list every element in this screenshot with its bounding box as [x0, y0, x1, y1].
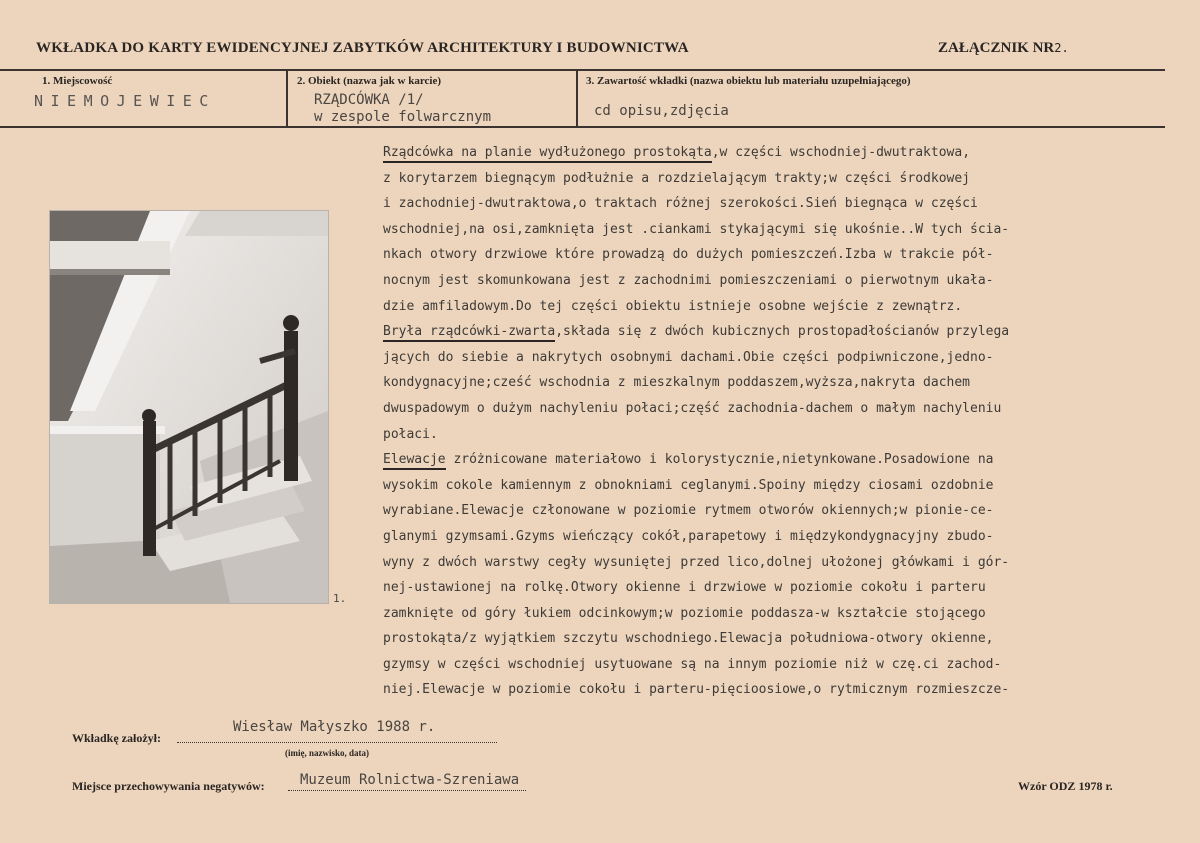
description-text-run: ,składa się z dwóch kubicznych prostopadłościanów przylega — [555, 324, 1010, 340]
author-rule — [177, 740, 497, 743]
description-line — [383, 294, 1173, 320]
description-text-run: nkach otwory drzwiowe które prowadzą do dużych pomieszczeń.Izba w trakcie pół- — [383, 247, 994, 263]
description-text-run: połaci. — [383, 426, 438, 442]
description-text-run: dzie amfiladowym.Do tej części obiektu istnieje osobne wejście z zewnątrz. — [383, 298, 963, 314]
description-line — [383, 473, 1173, 499]
description-text-run: i zachodniej-dwutraktowa,o traktach różnej szerokości.Sień biegnąca w części — [383, 196, 978, 212]
field2-value-line2: w zespole folwarcznym — [314, 109, 492, 125]
description-line — [383, 319, 1173, 345]
description-text-run: jących do siebie a nakrytych osobnymi dachami.Obie części podpiwniczone,jedno- — [383, 349, 994, 365]
description-text-run: glanymi gzymsami.Gzyms wieńczący cokół,parapetowy i międzykondygnacyjny zbudo- — [383, 528, 994, 544]
field2-value-line1: RZĄDCÓWKA /1/ — [314, 92, 424, 108]
underlined-heading: Elewacje — [383, 452, 446, 470]
description-line — [383, 626, 1173, 652]
description-text-run: zróżnicowane materiałowo i kolorystycznie,nietynkowane.Posadowione na — [445, 452, 994, 468]
description-text — [383, 140, 1173, 703]
bottom-rule — [0, 126, 1165, 128]
top-rule — [0, 69, 1165, 71]
field2-label: 2. Obiekt (nazwa jak w karcie) — [297, 75, 442, 87]
description-line — [383, 396, 1173, 422]
description-text-run: wyrabiane.Elewacje członowane w poziomie rytmem otworów okiennych;w pionie-ce- — [383, 503, 994, 519]
description-line — [383, 550, 1173, 576]
author-label: Wkładkę założył: — [72, 731, 161, 745]
description-line — [383, 217, 1173, 243]
storage-label: Miejsce przechowywania negatywów: — [72, 779, 265, 793]
description-text-run: wyny z dwóch warstwy cegły wysuniętej przed lico,dolnej ułożonej główkami i gór- — [383, 554, 1010, 570]
description-line — [383, 498, 1173, 524]
description-text-run: ,w części wschodniej-dwutraktowa, — [711, 145, 971, 160]
form-version: Wzór ODZ 1978 r. — [1018, 779, 1113, 793]
annex-label-text: ZAŁĄCZNIK NR — [938, 40, 1055, 56]
author-value: Wiesław Małyszko 1988 r. — [233, 719, 436, 735]
author-hint: (imię, nazwisko, data) — [285, 748, 369, 758]
description-text-run: niej.Elewacje w poziomie cokołu i parteru-pięcioosiowe,o rytmicznym rozmieszcze- — [383, 682, 1010, 698]
description-line — [383, 345, 1173, 371]
description-line — [383, 575, 1173, 601]
description-text-run: dwuspadowym o dużym nachyleniu połaci;część zachodnia-dachem o małym nachyleniu — [383, 400, 1002, 416]
field3-label: 3. Zawartość wkładki (nazwa obiektu lub materiału uzupełniającego) — [586, 75, 911, 87]
description-line — [383, 422, 1173, 448]
description-text-run: wysokim cokole kamiennym z obnokniami ceglanymi.Spoiny między ciosami ozdobnie — [383, 477, 994, 493]
description-text-run: nej-ustawionej na rolkę.Otwory okienne i drzwiowe w poziomie cokołu i parteru — [383, 580, 986, 596]
description-text-run: z korytarzem biegnącym podłużnie a rozdzielającym trakty;w części środkowej — [383, 170, 970, 186]
field1-label: 1. Miejscowość — [42, 75, 113, 87]
description-text-run: wschodniej,na osi,zamknięta jest .ciankami stykającymi się ukośnie..W tych ścia- — [383, 221, 1010, 237]
description-line — [383, 370, 1173, 396]
staircase-photo — [49, 210, 329, 604]
field-divider-2 — [576, 70, 578, 127]
description-line — [383, 191, 1173, 217]
field1-value: NIEMOJEWIEC — [34, 92, 216, 110]
annex-label — [938, 40, 1069, 57]
storage-rule — [288, 788, 526, 791]
field-divider-1 — [286, 70, 288, 127]
description-line — [383, 524, 1173, 550]
description-line — [383, 652, 1173, 678]
description-text-run: gzymsy w części wschodniej usytuowane są na innym poziomie niż w czę.ci zachod- — [383, 656, 1002, 672]
form-title: WKŁADKA DO KARTY EWIDENCYJNEJ ZABYTKÓW ARCHITEKTURY I BUDOWNICTWA — [36, 40, 689, 56]
underlined-heading: Bryła rządcówki-zwarta — [383, 324, 555, 342]
underlined-heading: Rządcówka na planie wydłużonego prostokąta — [383, 145, 712, 163]
description-text-run: prostokąta/z wyjątkiem szczytu wschodniego.Elewacja południowa-otwory okienne, — [383, 631, 994, 647]
description-line — [383, 447, 1173, 473]
annex-number: 2. — [1054, 41, 1069, 55]
storage-value: Muzeum Rolnictwa-Szreniawa — [300, 772, 520, 788]
description-line — [383, 677, 1173, 703]
description-line — [383, 268, 1173, 294]
description-text-run: kondygnacyjne;cześć wschodnia z mieszkalnym poddaszem,wyższa,nakryta dachem — [383, 375, 970, 391]
description-line — [383, 601, 1173, 627]
description-line — [383, 166, 1173, 192]
description-text-run: zamknięte od góry łukiem odcinkowym;w poziomie poddasza-w kształcie stojącego — [383, 605, 986, 621]
description-line — [383, 242, 1173, 268]
description-text-run: nocnym jest skomunkowana jest z zachodnimi pomieszczeniami o pierwotnym ukała- — [383, 272, 994, 288]
photo-number: 1. — [333, 592, 347, 605]
staircase-photo-image — [50, 211, 328, 603]
field3-value: cd opisu,zdjęcia — [594, 103, 729, 119]
description-line — [383, 140, 1173, 166]
